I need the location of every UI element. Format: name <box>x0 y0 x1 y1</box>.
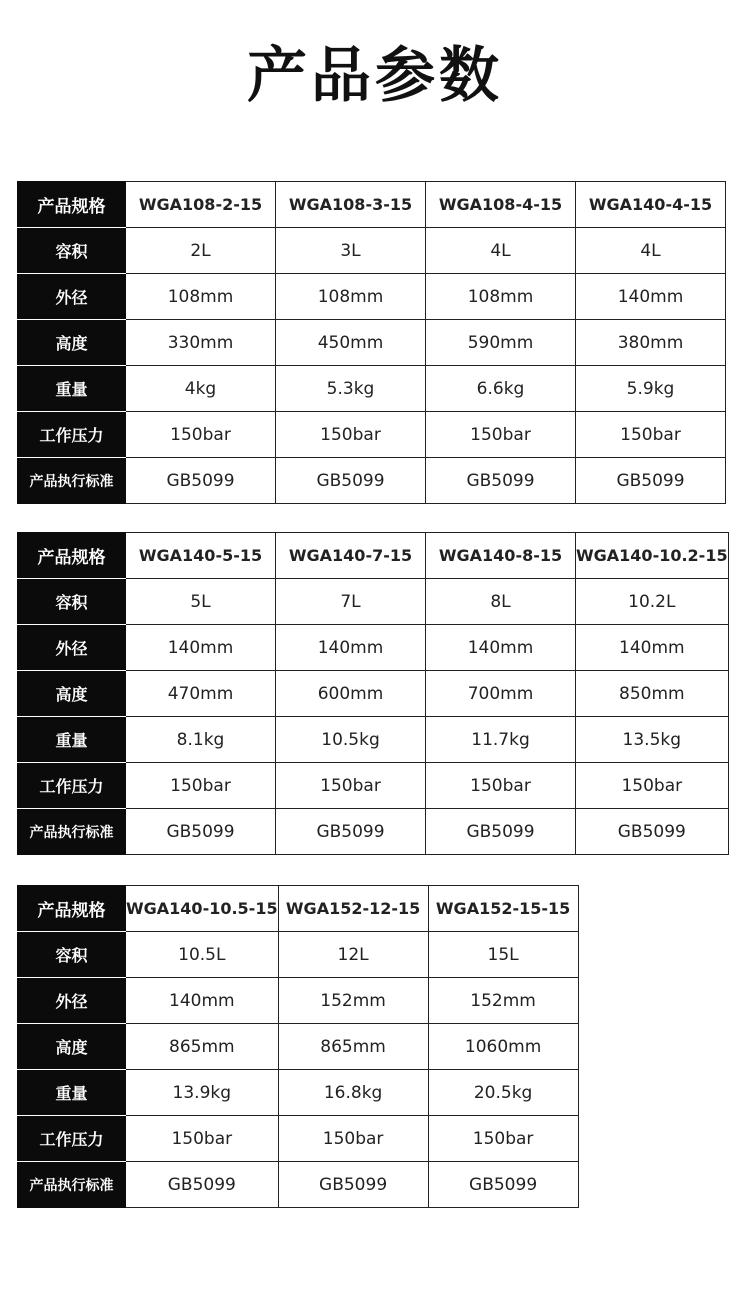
weight-cell: 13.5kg <box>576 717 729 763</box>
row-label-model: 产品规格 <box>18 182 126 228</box>
weight-cell: 5.9kg <box>576 366 726 412</box>
model-cell: WGA108-3-15 <box>276 182 426 228</box>
height-cell: 470mm <box>126 671 276 717</box>
model-cell: WGA108-2-15 <box>126 182 276 228</box>
pressure-cell: 150bar <box>126 1116 279 1162</box>
diameter-cell: 108mm <box>426 274 576 320</box>
standard-cell: GB5099 <box>276 458 426 504</box>
table-row <box>18 932 579 978</box>
diameter-cell: 140mm <box>576 274 726 320</box>
row-label-pressure: 工作压力 <box>18 763 126 809</box>
height-cell: 850mm <box>576 671 729 717</box>
volume-cell: 2L <box>126 228 276 274</box>
table-row <box>18 182 726 228</box>
table-row <box>18 671 729 717</box>
table-row <box>18 978 579 1024</box>
model-cell: WGA140-10.2-15 <box>576 533 729 579</box>
table-row <box>18 579 729 625</box>
row-label-diameter: 外径 <box>18 274 126 320</box>
diameter-cell: 140mm <box>576 625 729 671</box>
table-row <box>18 320 726 366</box>
volume-cell: 4L <box>576 228 726 274</box>
pressure-cell: 150bar <box>576 763 729 809</box>
row-label-height: 高度 <box>18 1024 126 1070</box>
table-row <box>18 366 726 412</box>
standard-cell: GB5099 <box>126 1162 279 1208</box>
row-label-pressure: 工作压力 <box>18 1116 126 1162</box>
model-cell: WGA140-8-15 <box>426 533 576 579</box>
row-label-standard: 产品执行标准 <box>18 1162 126 1208</box>
weight-cell: 4kg <box>126 366 276 412</box>
pressure-cell: 150bar <box>428 1116 578 1162</box>
page-title: 产品参数 <box>247 41 503 111</box>
height-cell: 1060mm <box>428 1024 578 1070</box>
row-label-standard: 产品执行标准 <box>18 458 126 504</box>
diameter-cell: 108mm <box>126 274 276 320</box>
row-label-weight: 重量 <box>18 717 126 763</box>
standard-cell: GB5099 <box>426 809 576 855</box>
standard-cell: GB5099 <box>576 809 729 855</box>
pressure-cell: 150bar <box>426 763 576 809</box>
height-cell: 865mm <box>126 1024 279 1070</box>
model-cell: WGA140-10.5-15 <box>126 886 279 932</box>
table-row <box>18 763 729 809</box>
diameter-cell: 108mm <box>276 274 426 320</box>
diameter-cell: 152mm <box>278 978 428 1024</box>
table-row <box>18 412 726 458</box>
standard-cell: GB5099 <box>278 1162 428 1208</box>
weight-cell: 10.5kg <box>276 717 426 763</box>
weight-cell: 5.3kg <box>276 366 426 412</box>
model-cell: WGA140-4-15 <box>576 182 726 228</box>
weight-cell: 13.9kg <box>126 1070 279 1116</box>
model-cell: WGA140-7-15 <box>276 533 426 579</box>
height-cell: 600mm <box>276 671 426 717</box>
pressure-cell: 150bar <box>276 763 426 809</box>
height-cell: 330mm <box>126 320 276 366</box>
row-label-diameter: 外径 <box>18 625 126 671</box>
pressure-cell: 150bar <box>576 412 726 458</box>
diameter-cell: 152mm <box>428 978 578 1024</box>
pressure-cell: 150bar <box>126 763 276 809</box>
table-row <box>18 228 726 274</box>
diameter-cell: 140mm <box>126 978 279 1024</box>
standard-cell: GB5099 <box>126 809 276 855</box>
weight-cell: 11.7kg <box>426 717 576 763</box>
volume-cell: 15L <box>428 932 578 978</box>
weight-cell: 20.5kg <box>428 1070 578 1116</box>
row-label-height: 高度 <box>18 671 126 717</box>
height-cell: 450mm <box>276 320 426 366</box>
table-row <box>18 1116 579 1162</box>
standard-cell: GB5099 <box>428 1162 578 1208</box>
pressure-cell: 150bar <box>276 412 426 458</box>
row-label-model: 产品规格 <box>18 886 126 932</box>
row-label-standard: 产品执行标准 <box>18 809 126 855</box>
diameter-cell: 140mm <box>126 625 276 671</box>
height-cell: 865mm <box>278 1024 428 1070</box>
volume-cell: 7L <box>276 579 426 625</box>
table-row <box>18 1070 579 1116</box>
standard-cell: GB5099 <box>426 458 576 504</box>
diameter-cell: 140mm <box>426 625 576 671</box>
spec-table-1 <box>17 181 726 504</box>
row-label-weight: 重量 <box>18 1070 126 1116</box>
table-row <box>18 717 729 763</box>
weight-cell: 8.1kg <box>126 717 276 763</box>
table-row <box>18 274 726 320</box>
table-row <box>18 886 579 932</box>
volume-cell: 10.2L <box>576 579 729 625</box>
volume-cell: 5L <box>126 579 276 625</box>
spec-table-2 <box>17 532 729 855</box>
pressure-cell: 150bar <box>278 1116 428 1162</box>
row-label-pressure: 工作压力 <box>18 412 126 458</box>
row-label-weight: 重量 <box>18 366 126 412</box>
spec-table-3 <box>17 885 579 1208</box>
volume-cell: 4L <box>426 228 576 274</box>
table-row <box>18 625 729 671</box>
model-cell: WGA140-5-15 <box>126 533 276 579</box>
standard-cell: GB5099 <box>576 458 726 504</box>
model-cell: WGA108-4-15 <box>426 182 576 228</box>
table-row <box>18 533 729 579</box>
volume-cell: 8L <box>426 579 576 625</box>
model-cell: WGA152-12-15 <box>278 886 428 932</box>
volume-cell: 10.5L <box>126 932 279 978</box>
standard-cell: GB5099 <box>126 458 276 504</box>
pressure-cell: 150bar <box>126 412 276 458</box>
weight-cell: 16.8kg <box>278 1070 428 1116</box>
table-row <box>18 1162 579 1208</box>
standard-cell: GB5099 <box>276 809 426 855</box>
row-label-height: 高度 <box>18 320 126 366</box>
table-row <box>18 809 729 855</box>
table-row <box>18 1024 579 1070</box>
row-label-volume: 容积 <box>18 579 126 625</box>
volume-cell: 12L <box>278 932 428 978</box>
height-cell: 380mm <box>576 320 726 366</box>
pressure-cell: 150bar <box>426 412 576 458</box>
weight-cell: 6.6kg <box>426 366 576 412</box>
row-label-model: 产品规格 <box>18 533 126 579</box>
table-row <box>18 458 726 504</box>
row-label-volume: 容积 <box>18 932 126 978</box>
volume-cell: 3L <box>276 228 426 274</box>
height-cell: 590mm <box>426 320 576 366</box>
model-cell: WGA152-15-15 <box>428 886 578 932</box>
row-label-diameter: 外径 <box>18 978 126 1024</box>
height-cell: 700mm <box>426 671 576 717</box>
row-label-volume: 容积 <box>18 228 126 274</box>
diameter-cell: 140mm <box>276 625 426 671</box>
